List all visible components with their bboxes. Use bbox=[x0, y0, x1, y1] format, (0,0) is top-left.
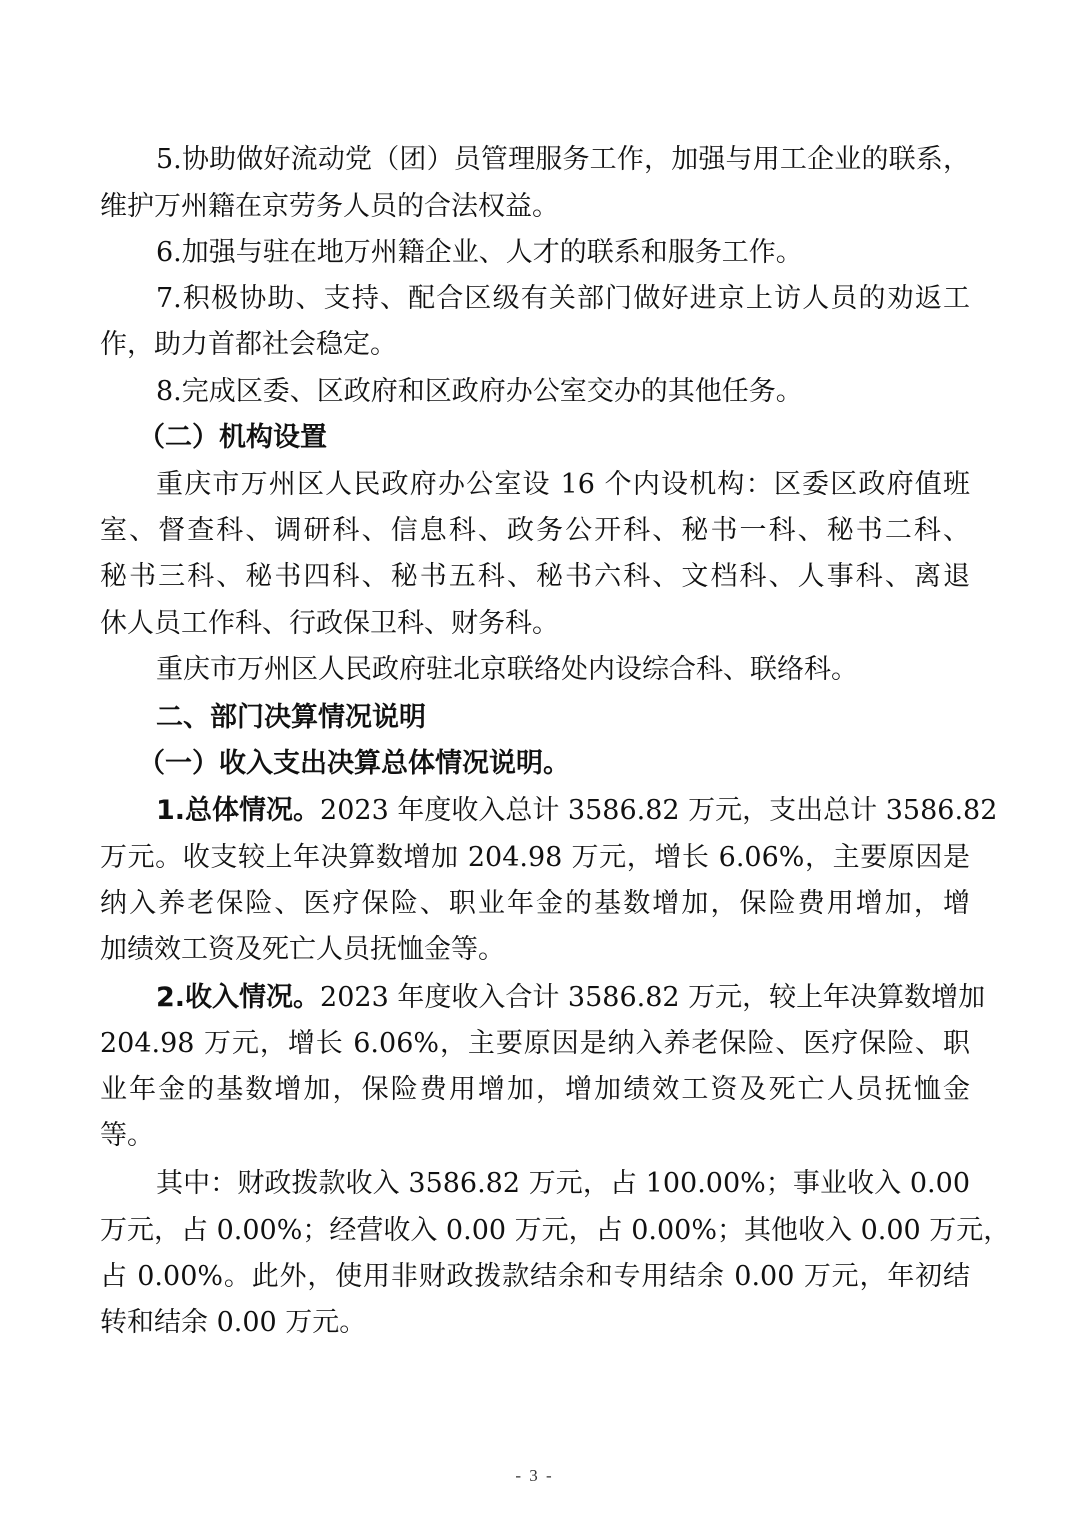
paragraph-lead: 1.总体情况。 bbox=[156, 795, 321, 826]
paragraph-line: 7.积极协助、支持、配合区级有关部门做好进京上访人员的劝返工 bbox=[156, 283, 970, 314]
paragraph-line: 等。 bbox=[100, 1120, 154, 1151]
paragraph-line: 占 0.00%。此外，使用非财政拨款结余和专用结余 0.00 万元，年初结 bbox=[100, 1261, 970, 1292]
paragraph-line: 5.协助做好流动党（团）员管理服务工作，加强与用工企业的联系， bbox=[156, 144, 970, 175]
paragraph-line: 纳入养老保险、医疗保险、职业年金的基数增加，保险费用增加，增 bbox=[100, 888, 970, 919]
paragraph-line: 204.98 万元，增长 6.06%，主要原因是纳入养老保险、医疗保险、职 bbox=[100, 1028, 970, 1059]
paragraph-line bbox=[156, 793, 998, 829]
paragraph-line: 转和结余 0.00 万元。 bbox=[100, 1307, 367, 1338]
paragraph-line: 其中：财政拨款收入 3586.82 万元，占 100.00%；事业收入 0.00 bbox=[156, 1168, 970, 1199]
paragraph-line: 重庆市万州区人民政府办公室设 16 个内设机构：区委区政府值班 bbox=[156, 469, 970, 500]
paragraph-line: 重庆市万州区人民政府驻北京联络处内设综合科、联络科。 bbox=[156, 654, 858, 685]
section-heading: （二）机构设置 bbox=[138, 422, 327, 453]
paragraph-line: 加绩效工资及死亡人员抚恤金等。 bbox=[100, 934, 505, 965]
paragraph-line: 休人员工作科、行政保卫科、财务科。 bbox=[100, 608, 559, 639]
paragraph-text: 2023 年度收入合计 3586.82 万元，较上年决算数增加 bbox=[320, 982, 986, 1013]
paragraph-text: 2023 年度收入总计 3586.82 万元，支出总计 3586.82 bbox=[320, 795, 998, 826]
paragraph-line: 维护万州籍在京劳务人员的合法权益。 bbox=[100, 191, 559, 222]
paragraph-line: 6.加强与驻在地万州籍企业、人才的联系和服务工作。 bbox=[156, 237, 803, 268]
paragraph-line: 万元，占 0.00%；经营收入 0.00 万元，占 0.00%；其他收入 0.00 万元， bbox=[100, 1215, 1011, 1246]
paragraph-line: 8.完成区委、区政府和区政府办公室交办的其他任务。 bbox=[156, 376, 803, 407]
chapter-heading: 二、部门决算情况说明 bbox=[156, 702, 426, 733]
paragraph-line: 万元。收支较上年决算数增加 204.98 万元，增长 6.06%，主要原因是 bbox=[100, 842, 970, 873]
paragraph-line: 室、督查科、调研科、信息科、政务公开科、秘书一科、秘书二科、 bbox=[100, 515, 970, 546]
paragraph-line: 秘书三科、秘书四科、秘书五科、秘书六科、文档科、人事科、离退 bbox=[100, 561, 970, 592]
paragraph-line bbox=[156, 980, 986, 1016]
page-number: - 3 - bbox=[515, 1466, 554, 1485]
section-heading: （一）收入支出决算总体情况说明。 bbox=[138, 748, 570, 779]
paragraph-lead: 2.收入情况。 bbox=[156, 982, 321, 1013]
paragraph-line: 业年金的基数增加，保险费用增加，增加绩效工资及死亡人员抚恤金 bbox=[100, 1074, 970, 1105]
paragraph-line: 作，助力首都社会稳定。 bbox=[100, 329, 397, 360]
